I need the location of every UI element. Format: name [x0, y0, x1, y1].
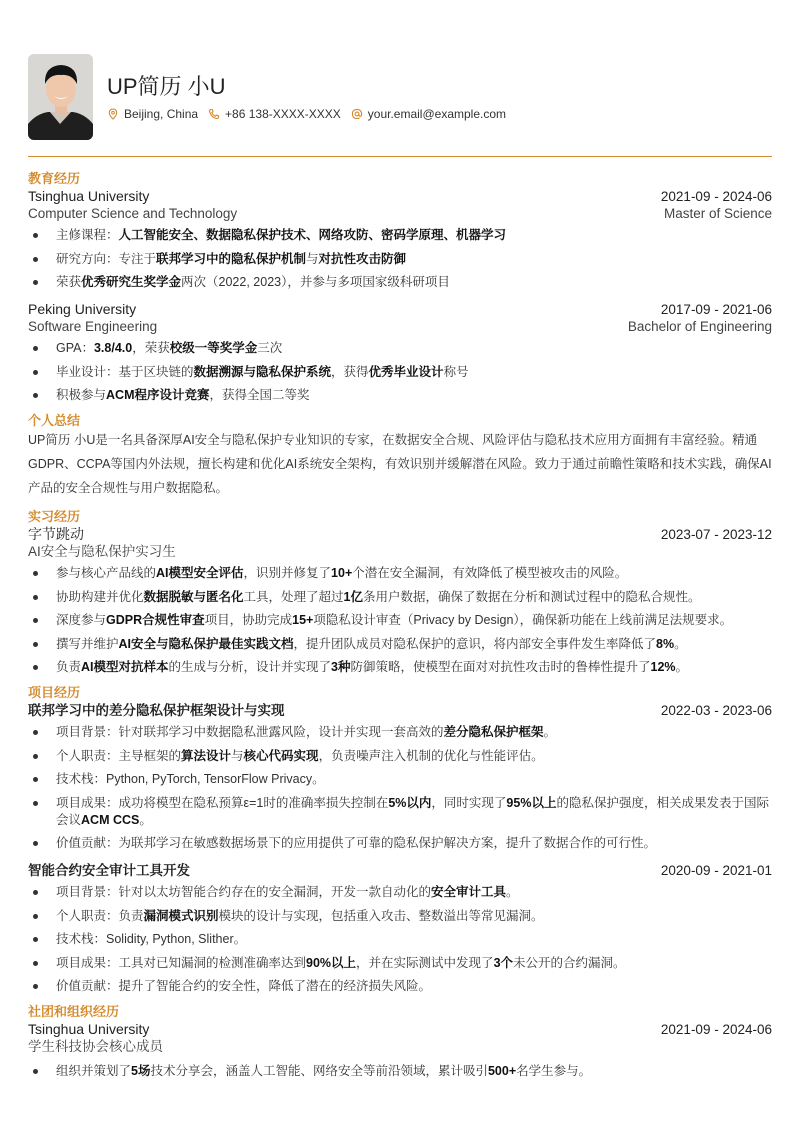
section-title: 教育经历: [28, 171, 81, 186]
degree: Bachelor of Engineering: [627, 319, 772, 334]
highlight-text: 10+: [331, 566, 353, 580]
resume-content: [28, 170, 772, 1088]
highlight-text: 90%以上: [306, 955, 357, 970]
bullet-item: 主修课程：人工智能安全、数据隐私保护技术、网络攻防、密码学原理、机器学习: [28, 227, 772, 244]
highlight-text: 差分隐私保护框架: [443, 725, 544, 739]
section-title: 个人总结: [28, 413, 81, 428]
summary-text: UP简历 小U是一名具备深厚AI安全与隐私保护专业知识的专家，在数据安全合规、风险评估与隐私技术应用方面拥有丰富经验。精通GDPR、CCPA等国内外法规，擅长构建和优化AI系统安全架构，有效识别并缓解潜在风险。致力于通过前瞻性策略和技术实践，确保AI产品的安全合规性与用户数据隐私。: [28, 433, 772, 495]
highlight-text: ACM程序设计竞赛: [106, 388, 210, 402]
resume-header: [28, 54, 772, 140]
company-name: 字节跳动: [28, 526, 84, 542]
email-text[interactable]: your.email@example.com: [367, 107, 507, 121]
phone-icon: [208, 108, 220, 120]
bullet-list: [28, 724, 772, 852]
highlight-text: 优秀研究生奖学金: [81, 275, 182, 289]
major: Computer Science and Technology: [28, 206, 238, 221]
education-entry: [28, 301, 772, 404]
date-range: 2021-09 - 2024-06: [660, 1022, 772, 1037]
highlight-text: GDPR合规性审查: [106, 613, 205, 627]
job-role: AI安全与隐私保护实习生: [28, 544, 176, 559]
contact-location: [107, 106, 198, 122]
highlight-text: 数据脱敏与匿名化: [143, 589, 244, 604]
bullet-item: 荣获优秀研究生奖学金两次（2022, 2023），并参与多项国家级科研项目: [28, 274, 772, 291]
internship-entry: [28, 526, 772, 676]
location-pin-icon: [107, 108, 119, 120]
bullet-item: 组织并策划了5场技术分享会，涵盖人工智能、网络安全等前沿领域，累计吸引500+名学生参与。: [28, 1063, 772, 1080]
bullet-list: [28, 1063, 772, 1080]
bullet-item: 协助构建并优化数据脱敏与匿名化工具，处理了超过1亿条用户数据，确保了数据在分析和测试过程中的隐私合规性。: [28, 589, 772, 606]
project-entry: [28, 862, 772, 995]
project-name: 联邦学习中的差分隐私保护框架设计与实现: [28, 703, 285, 718]
highlight-text: 1亿: [343, 589, 363, 604]
project-entry: [28, 702, 772, 852]
highlight-text: AI模型对抗样本: [81, 660, 169, 674]
organization-role: 学生科技协会核心成员: [28, 1039, 163, 1054]
highlight-text: 人工智能安全、数据隐私保护技术、网络攻防、密码学原理、机器学习: [118, 228, 507, 242]
bullet-item: 项目成果：工具对已知漏洞的检测准确率达到90%以上，并在实际测试中发现了3个未公开的合约漏洞。: [28, 955, 772, 972]
section-title: 实习经历: [28, 509, 81, 524]
highlight-text: 5%以内: [388, 795, 432, 810]
bullet-item: 研究方向：专注于联邦学习中的隐私保护机制与对抗性攻击防御: [28, 251, 772, 268]
date-range: 2022-03 - 2023-06: [660, 703, 772, 718]
bullet-item: 技术栈：Python, PyTorch, TensorFlow Privacy。: [28, 771, 772, 788]
header-divider: [28, 156, 772, 157]
major: Software Engineering: [28, 319, 158, 334]
highlight-text: 安全审计工具: [431, 885, 507, 899]
internship-section: [28, 508, 772, 676]
bullet-item: 项目背景：针对联邦学习中数据隐私泄露风险，设计并实现一套高效的差分隐私保护框架。: [28, 724, 772, 741]
date-range: 2021-09 - 2024-06: [660, 189, 772, 204]
highlight-text: 算法设计: [181, 748, 232, 763]
organizations-section: [28, 1003, 772, 1080]
highlight-text: AI安全与隐私保护最佳实践文档: [118, 636, 294, 651]
summary-section: [28, 412, 772, 500]
highlight-text: 漏洞模式识别: [143, 908, 219, 923]
bullet-item: 项目背景：针对以太坊智能合约存在的安全漏洞，开发一款自动化的安全审计工具。: [28, 884, 772, 901]
bullet-item: 价值贡献：提升了智能合约的安全性，降低了潜在的经济损失风险。: [28, 978, 772, 995]
bullet-list: [28, 565, 772, 676]
highlight-text: AI模型安全评估: [156, 566, 244, 580]
contact-info: [107, 106, 516, 122]
contact-email: [351, 106, 506, 122]
location-text: Beijing, China: [124, 107, 199, 121]
projects-section: [28, 684, 772, 995]
bullet-item: 个人职责：负责漏洞模式识别模块的设计与实现，包括重入攻击、整数溢出等常见漏洞。: [28, 908, 772, 925]
bullet-list: [28, 227, 772, 291]
project-name: 智能合约安全审计工具开发: [28, 863, 190, 878]
highlight-text: 数据溯源与隐私保护系统: [193, 364, 332, 379]
at-sign-icon: [351, 108, 363, 120]
date-range: 2017-09 - 2021-06: [660, 302, 772, 317]
organization-name: Tsinghua University: [28, 1021, 150, 1037]
bullet-item: 价值贡献：为联邦学习在敏感数据场景下的应用提供了可靠的隐私保护解决方案，提升了数据合作的可行性。: [28, 835, 772, 852]
highlight-text: 8%: [656, 636, 675, 651]
highlight-text: 5场: [131, 1064, 151, 1078]
highlight-text: 12%: [650, 660, 676, 674]
phone-text[interactable]: +86 138-XXXX-XXXX: [225, 107, 341, 121]
bullet-item: 技术栈：Solidity, Python, Slither。: [28, 931, 772, 948]
highlight-text: 联邦学习中的隐私保护机制: [156, 251, 307, 266]
highlight-text: 优秀毕业设计: [368, 364, 444, 379]
avatar: [28, 54, 93, 140]
highlight-text: 95%以上: [506, 795, 557, 810]
bullet-item: 深度参与GDPR合规性审查项目，协助完成15+项隐私设计审查（Privacy by Design），确保新功能在上线前满足法规要求。: [28, 612, 772, 629]
highlight-text: 3.8/4.0: [93, 341, 133, 355]
section-title: 社团和组织经历: [28, 1004, 120, 1019]
highlight-text: 对抗性攻击防御: [318, 251, 407, 266]
school-name: Peking University: [28, 301, 137, 317]
highlight-text: 15+: [292, 613, 314, 627]
bullet-item: GPA：3.8/4.0，荣获校级一等奖学金三次: [28, 340, 772, 357]
highlight-text: 核心代码实现: [243, 748, 319, 763]
bullet-item: 积极参与ACM程序设计竞赛，获得全国二等奖: [28, 387, 772, 404]
education-entry: [28, 188, 772, 291]
school-name: Tsinghua University: [28, 188, 150, 204]
highlight-text: 500+: [487, 1064, 517, 1078]
bullet-item: 参与核心产品线的AI模型安全评估，识别并修复了10+个潜在安全漏洞，有效降低了模型被攻击的风险。: [28, 565, 772, 582]
degree: Master of Science: [663, 206, 772, 221]
section-title: 项目经历: [28, 685, 81, 700]
education-section: [28, 170, 772, 404]
bullet-item: 负责AI模型对抗样本的生成与分析，设计并实现了3种防御策略，使模型在面对对抗性攻击时的鲁棒性提升了12%。: [28, 659, 772, 676]
bullet-list: [28, 340, 772, 404]
bullet-item: 个人职责：主导框架的算法设计与核心代码实现，负责噪声注入机制的优化与性能评估。: [28, 748, 772, 765]
date-range: 2023-07 - 2023-12: [660, 527, 772, 542]
bullet-item: 毕业设计：基于区块链的数据溯源与隐私保护系统，获得优秀毕业设计称号: [28, 364, 772, 381]
highlight-text: 3种: [331, 660, 351, 674]
candidate-name: UP简历 小U: [107, 74, 226, 99]
date-range: 2020-09 - 2021-01: [660, 863, 772, 878]
profile-photo-icon: [28, 54, 93, 140]
contact-phone: [208, 106, 341, 122]
highlight-text: 3个: [493, 955, 514, 970]
highlight-text: ACM CCS: [81, 812, 140, 827]
bullet-item: 撰写并维护AI安全与隐私保护最佳实践文档，提升团队成员对隐私保护的意识，将内部安全事件发生率降低了8%。: [28, 636, 772, 653]
bullet-list: [28, 884, 772, 995]
highlight-text: 校级一等奖学金: [169, 341, 258, 355]
organization-entry: [28, 1021, 772, 1080]
bullet-item: 项目成果：成功将模型在隐私预算ε=1时的准确率损失控制在5%以内，同时实现了95%以上的隐私保护强度，相关成果发表于国际会议ACM CCS。: [28, 795, 772, 829]
